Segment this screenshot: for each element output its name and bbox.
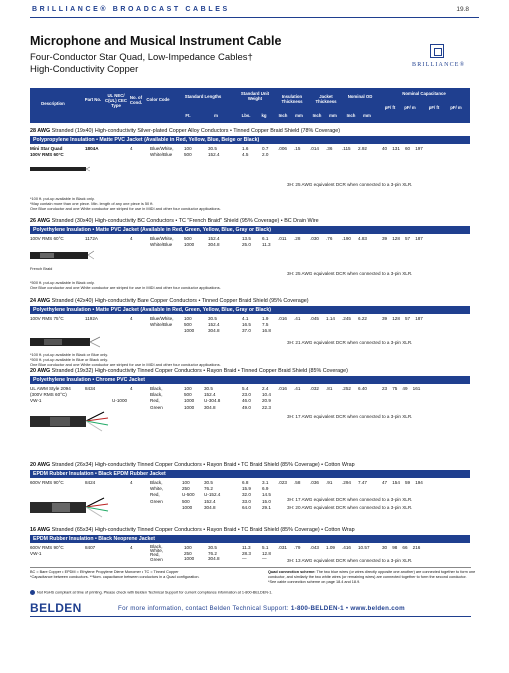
ins-in: .011 xyxy=(278,236,287,241)
bottom-rule xyxy=(30,616,471,617)
length-ft: 500 1000 xyxy=(184,236,195,248)
capacitance: 39 128 57 187 xyxy=(382,236,423,241)
col-m: m xyxy=(214,113,218,118)
connection-scheme xyxy=(268,570,478,585)
conn-note: *See cable connection scheme on page 18.4 and 18.9. xyxy=(268,580,361,584)
brilliance-logo xyxy=(412,44,468,74)
dcr-note: 3H: 25 AWG equivalent DCR when connected to a 3-pin XLR. xyxy=(287,182,413,187)
product-name: UL AWM Style 2094 (300V RMS 60°C) VW-1 xyxy=(30,386,71,404)
top-rule xyxy=(30,17,479,18)
capacitance: 40 131 60 197 xyxy=(382,146,423,151)
col-jacket: Jacket Thickness xyxy=(315,94,337,104)
col-ft: Ft. xyxy=(185,113,191,118)
ins-mm: .79 xyxy=(294,545,301,550)
weight-kg: 2.4 10.4 20.9 22.3 xyxy=(262,386,271,410)
ins-in: .031 xyxy=(278,545,287,550)
jkt-mm: 1.14 xyxy=(326,316,335,321)
col-nominal-od: Nominal OD xyxy=(347,94,373,99)
col-mm-1: mm xyxy=(295,113,303,118)
dcr-note: 3H: 13 AWG equivalent DCR when connected to a 3-pin XLR. xyxy=(287,558,413,563)
weight-lbs: 4.1 16.5 37.0 xyxy=(242,316,251,334)
length-ft: 100 250 1000 xyxy=(184,545,195,561)
ins-mm: .28 xyxy=(294,236,301,241)
section-desc: Stranded (30x40) High-conductivity BC Conductors • TC "French Braid" Shield (95% Coverage) • BC Drain Wire xyxy=(51,218,319,224)
product-name: 100V RMS 75°C xyxy=(30,316,64,321)
weight-lbs: 5.4 23.0 46.0 49.0 xyxy=(242,386,251,410)
jkt-in: .036 xyxy=(310,480,319,485)
jkt-mm: .91 xyxy=(326,480,333,485)
jkt-in: .014 xyxy=(310,146,319,151)
brand-header: BRILLIANCE® BROADCAST CABLES xyxy=(32,6,230,13)
col-inch-3: Inch xyxy=(346,113,356,118)
color-code: Blue/White, White/Blue xyxy=(150,146,174,158)
col-no-cond: No. of Cond. xyxy=(129,95,143,105)
col-pf-m-a: pF/ m xyxy=(404,105,416,110)
contact-text: For more information, contact Belden Technical Support: xyxy=(118,605,289,612)
color-code: Black, White, Red, Green xyxy=(150,544,164,562)
weight-kg: 0.7 2.0 xyxy=(262,146,269,158)
od-mm: 4.83 xyxy=(358,236,367,241)
weight-lbs: 1.6 4.5 xyxy=(242,146,249,158)
col-mm-2: mm xyxy=(329,113,337,118)
part-number: 8434 xyxy=(85,386,96,391)
cond-count: 4 xyxy=(130,386,133,391)
col-pf-ft-b: pF/ ft xyxy=(428,105,440,110)
ins-in: .016 xyxy=(278,386,287,391)
cable-illustration xyxy=(30,410,110,434)
cond-count: 4 xyxy=(130,480,133,485)
od-mm: 2.92 xyxy=(358,146,367,151)
section-notes: *100 ft. put-up available in Black only. *May contain more than one piece. Min. length of any one piece is 50 ft. One Blue conductor and one White conductor are striped for use in MIDI and other four conductor applications. xyxy=(30,196,221,211)
cable-illustration xyxy=(30,164,90,174)
rohs-text: Not RoHS compliant at time of printing. Please check with Belden Technical Support for current compliance information at 1-800-BELDEN-1. xyxy=(37,590,273,595)
conn-text: The two blue wires (or wires directly opposite one another) are connected together to form one conductor, and similarly the two white wires (or remaining wires) are connected together to form the second conductor. xyxy=(268,570,476,579)
length-m: 30.5 76.2 304.8 xyxy=(208,545,220,561)
contact-line: For more information, contact Belden Technical Support: 1-800-BELDEN-1 • www.belden.com xyxy=(118,605,405,612)
jacket-bar: EPDM Rubber Insulation • Black EPDM Rubber Jacket xyxy=(30,470,470,478)
part-number: 1192A xyxy=(85,316,98,321)
part-number: 8424 xyxy=(85,480,96,485)
od-in: .416 xyxy=(342,545,351,550)
jkt-in: .043 xyxy=(310,545,319,550)
capacitance: 30 98 66 216 xyxy=(382,545,421,550)
product-name: Mini Star Quad 100V RMS 60°C xyxy=(30,146,64,158)
jkt-mm: .76 xyxy=(326,236,333,241)
product-name: 600V RMS 90°C xyxy=(30,480,64,485)
section-awg: 20 AWG xyxy=(30,368,51,374)
weight-lbs: 11.3 28.3 — xyxy=(242,545,251,561)
length-m: 30.5 152.4 U-304.8 304.8 xyxy=(204,386,221,410)
jkt-in: .032 xyxy=(310,386,319,391)
capacitance: 39 128 57 187 xyxy=(382,316,423,321)
col-part-no: Part No. xyxy=(84,97,102,102)
capacitance-note: *Capacitance between conductors. **Nom. capacitance between conductors in a Quad configuration. xyxy=(30,575,200,579)
rohs-icon xyxy=(30,590,35,595)
part-number: 1804A xyxy=(85,146,99,151)
color-code: Black, Black, Red, Green xyxy=(150,386,163,410)
od-in: .190 xyxy=(342,236,351,241)
length-ft: 100 250 U-500 500 1000 xyxy=(182,480,195,510)
length-ft: 100 500 1000 1000 xyxy=(184,386,195,410)
col-kg: kg xyxy=(261,113,267,118)
length-ft: 100 500 1000 xyxy=(184,316,195,334)
weight-kg: 1.9 7.5 16.8 xyxy=(262,316,271,334)
od-mm: 10.57 xyxy=(358,545,370,550)
od-mm: 6.40 xyxy=(358,386,367,391)
contact-phone: 1-800-BELDEN-1 xyxy=(290,605,344,612)
section-title xyxy=(30,128,340,134)
ins-in: .016 xyxy=(278,316,287,321)
section-awg: 26 AWG xyxy=(30,218,51,224)
dcr-note: 3H: 25 AWG equivalent DCR when connected to a 3-pin XLR. xyxy=(287,271,413,276)
jacket-bar: Polyethylene Insulation • Matte PVC Jacket (Available in Red, Green, Yellow, Blue, Gray or Black) xyxy=(30,306,470,314)
weight-kg: 5.1 12.8 — xyxy=(262,545,271,561)
color-code: Black, White, Red, Green xyxy=(150,480,164,504)
part-number: 8407 xyxy=(85,545,96,550)
section-awg: 28 AWG xyxy=(30,128,51,134)
footer-notes xyxy=(30,570,260,580)
product-name: 100V RMS 60°C xyxy=(30,236,64,241)
od-in: .245 xyxy=(342,316,351,321)
ul-type: U-1000 xyxy=(112,398,128,404)
logo-text: BRILLIANCE® xyxy=(412,62,466,68)
weight-lbs: 6.8 15.9 32.0 33.0 64.0 xyxy=(242,480,251,510)
jacket-bar: EPDM Rubber Insulation • Black Neoprene Jacket xyxy=(30,535,470,543)
col-color-code: Color Code xyxy=(146,97,170,102)
weight-kg: 3.1 6.9 14.5 15.0 29.1 xyxy=(262,480,271,510)
page-title: Microphone and Musical Instrument Cable xyxy=(30,34,282,48)
section-awg: 24 AWG xyxy=(30,298,51,304)
top-bar xyxy=(0,6,509,20)
rohs-note xyxy=(30,590,272,595)
abbrev-note: BC = Bare Copper • EPDM = Ethylene Propylene Diene Monomer • TC = Tinned Copper xyxy=(30,570,179,574)
logo-icon xyxy=(430,44,444,58)
cond-count: 4 xyxy=(130,545,133,550)
weight-kg: 6.1 11.3 xyxy=(262,236,271,248)
dcr-note: 3H: 17 AWG equivalent DCR when connected to a 3-pin XLR. 3H: 20 AWG equivalent DCR when connected to a 3-pin XLR. xyxy=(287,497,413,510)
section-title xyxy=(30,298,309,304)
french-braid-label: French Braid xyxy=(30,266,53,271)
table-header xyxy=(30,88,470,123)
section-notes: *100 ft. put-up available in Black or Blue only. *500 ft. put-up available in Blue or Black only. One Blue conductor and one White conductor are striped for use in MIDI and other four conductor applications. xyxy=(30,352,221,367)
section-title xyxy=(30,368,348,374)
ins-mm: .15 xyxy=(294,146,301,151)
col-inch-1: Inch xyxy=(278,113,288,118)
section-awg: 20 AWG xyxy=(30,462,51,468)
jacket-bar: Polyethylene Insulation • Matte PVC Jacket (Available in Red, Green, Yellow, Blue, Gray or Black) xyxy=(30,226,470,234)
jkt-mm: .81 xyxy=(326,386,333,391)
color-code: Blue/White, White/Blue xyxy=(150,236,174,248)
capacitance: 23 75 49 161 xyxy=(382,386,421,391)
jkt-in: .030 xyxy=(310,236,319,241)
ins-mm: .41 xyxy=(294,386,301,391)
length-m: 30.5 152.4 xyxy=(208,146,220,158)
col-description: Description xyxy=(41,101,65,106)
conn-title: Quad connection scheme: xyxy=(268,570,316,574)
col-pf-ft-a: pF/ ft xyxy=(384,105,396,110)
cond-count: 4 xyxy=(130,236,133,241)
cable-illustration xyxy=(30,496,110,520)
cable-illustration xyxy=(30,248,94,264)
section-title xyxy=(30,462,355,468)
col-capacitance: Nominal Capacitance xyxy=(402,91,446,96)
od-in: .115 xyxy=(342,146,351,151)
od-in: .294 xyxy=(342,480,351,485)
cable-illustration xyxy=(30,334,100,350)
jkt-mm: 1.09 xyxy=(326,545,335,550)
part-number: 1172A xyxy=(85,236,98,241)
color-code: Blue/White, White/Blue xyxy=(150,316,174,328)
jacket-bar: Polyethylene Insulation • Chrome PVC Jacket xyxy=(30,376,470,384)
weight-lbs: 13.5 25.0 xyxy=(242,236,251,248)
section-desc: Stranded (19x32) High-conductivity Tinned Copper Conductors • Rayon Braid • Tinned Copper Braid Shield (85% Coverage) xyxy=(51,368,348,374)
col-insulation: Insulation Thickness xyxy=(281,94,303,104)
jkt-in: .045 xyxy=(310,316,319,321)
page-number: 19.8 xyxy=(456,6,469,13)
ins-mm: .58 xyxy=(294,480,301,485)
od-in: .252 xyxy=(342,386,351,391)
product-name: 600V RMS 90°C VW-1 xyxy=(30,545,64,557)
jacket-bar: Polypropylene Insulation • Matte PVC Jacket (Available in Red, Yellow, Blue, Beige or Black) xyxy=(30,136,470,144)
section-desc: Stranded (65x34) High-conductivity Tinned Copper Conductors • Rayon Braid • TC Braid Shield (85% Coverage) • Cotton Wrap xyxy=(51,527,355,533)
jkt-mm: .36 xyxy=(326,146,333,151)
section-title xyxy=(30,527,355,533)
ins-in: .023 xyxy=(278,480,287,485)
footer-rule xyxy=(30,567,471,568)
col-standard-lengths: Standard Lengths xyxy=(184,94,222,99)
dcr-note: 3H: 17 AWG equivalent DCR when connected to a 3-pin XLR. xyxy=(287,414,413,419)
section-desc: Stranded (19x40) High-conductivity Silver-plated Copper Alloy Conductors • Tinned Copper Braid Shield (78% Coverage) xyxy=(51,128,341,134)
ins-in: .006 xyxy=(278,146,287,151)
col-lbs: Lbs. xyxy=(241,113,251,118)
section-title xyxy=(30,218,319,224)
dcr-note: 3H: 21 AWG equivalent DCR when connected to a 3-pin XLR. xyxy=(287,340,413,345)
col-ul-nec: UL NEC/ C(UL) CEC Type xyxy=(105,93,127,108)
length-m: 152.4 304.8 xyxy=(208,236,220,248)
section-desc: Stranded (42x40) High-conductivity Bare Copper Conductors • Tinned Copper Braid Shield (95% Coverage) xyxy=(51,298,309,304)
col-mm-3: mm xyxy=(363,113,371,118)
section-notes: *500 ft. put-up available in Black only. One Blue conductor and one White conductor are striped for use in MIDI and other four conductor applications. xyxy=(30,280,221,290)
contact-web[interactable]: www.belden.com xyxy=(350,605,405,612)
col-pf-m-b: pF/ m xyxy=(450,105,462,110)
length-m: 30.5 152.4 304.8 xyxy=(208,316,220,334)
subtitle-2: High-Conductivity Copper xyxy=(30,64,139,75)
cond-count: 4 xyxy=(130,316,133,321)
od-mm: 6.22 xyxy=(358,316,367,321)
length-m: 30.5 76.2 U-152.4 152.4 304.8 xyxy=(204,480,221,510)
col-unit-weight: Standard Unit Weight xyxy=(240,91,270,101)
section-desc: Stranded (26x34) High-conductivity Tinned Copper Conductors • Rayon Braid • TC Braid Shield (85% Coverage) • Cotton Wrap xyxy=(51,462,355,468)
section-awg: 16 AWG xyxy=(30,527,51,533)
belden-logo: BELDEN xyxy=(30,601,82,615)
subtitle-1: Four-Conductor Star Quad, Low-Impedance Cables† xyxy=(30,52,253,63)
length-ft: 100 500 xyxy=(184,146,192,158)
col-inch-2: Inch xyxy=(312,113,322,118)
ins-mm: .41 xyxy=(294,316,301,321)
cond-count: 4 xyxy=(130,146,133,151)
od-mm: 7.47 xyxy=(358,480,367,485)
capacitance: 47 154 59 194 xyxy=(382,480,423,485)
